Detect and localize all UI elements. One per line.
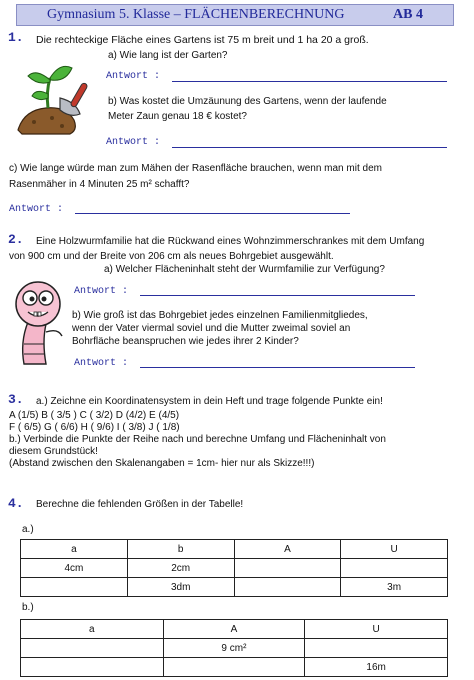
answer-label-1b: Antwort : — [106, 137, 161, 148]
table-a — [20, 539, 448, 597]
table-cell[interactable] — [234, 559, 341, 578]
question-2a: a) Welcher Flächeninhalt steht der Wurmfamilie zur Verfügung? — [104, 264, 385, 275]
question-2-intro-line2: von 900 cm und der Breite von 206 cm als neues Bohrgebiet ausgewählt. — [9, 251, 334, 262]
question-1b-line1: b) Was kostet die Umzäunung des Gartens, wenn der laufende — [108, 96, 387, 107]
table-a-label: a.) — [22, 524, 34, 535]
table-cell[interactable]: 3m — [341, 578, 448, 597]
question-3-number: 3. — [8, 392, 24, 407]
worksheet-header — [16, 4, 454, 26]
answer-line-1b[interactable] — [172, 147, 447, 148]
question-2b-line2: wenn der Vater viermal soviel und die Mutter zweimal soviel an — [72, 323, 351, 334]
table-cell[interactable] — [163, 658, 305, 677]
question-1-intro: Die rechteckige Fläche eines Gartens ist 75 m breit und 1 ha 20 a groß. — [36, 34, 369, 46]
table-row — [21, 578, 448, 597]
answer-label-1a: Antwort : — [106, 71, 161, 82]
table-row — [21, 658, 448, 677]
answer-line-1a[interactable] — [172, 81, 447, 82]
table-cell[interactable]: 3dm — [127, 578, 234, 597]
answer-label-2a: Antwort : — [74, 286, 129, 297]
table-b-label: b.) — [22, 602, 34, 613]
table-a-header-row — [21, 540, 448, 559]
question-3-line1: a.) Zeichne ein Koordinatensystem in dein Heft und trage folgende Punkte ein! — [36, 396, 383, 407]
question-4-number: 4. — [8, 496, 24, 511]
table-cell[interactable] — [21, 658, 164, 677]
table-b-header-a: a — [21, 620, 164, 639]
answer-label-1c: Antwort : — [9, 204, 64, 215]
table-cell[interactable]: 9 cm² — [163, 639, 305, 658]
table-cell[interactable] — [341, 559, 448, 578]
answer-line-2b[interactable] — [140, 367, 415, 368]
question-2-intro-line1: Eine Holzwurmfamilie hat die Rückwand eines Wohnzimmerschrankes mit dem Umfang — [36, 236, 425, 247]
sheet-number: AB 4 — [393, 7, 423, 22]
woodworm-illustration — [6, 272, 70, 372]
table-b — [20, 619, 448, 677]
question-4-intro: Berechne die fehlenden Größen in der Tabelle! — [36, 499, 244, 510]
question-3-line5: diesem Grundstück! — [9, 446, 98, 457]
question-3-line6: (Abstand zwischen den Skalenangaben = 1cm- hier nur als Skizze!!!) — [9, 458, 315, 469]
question-3-points-a-e: A (1/5) B ( 3/5 ) C ( 3/2) D (4/2) E (4/5) — [9, 410, 180, 421]
table-cell[interactable]: 4cm — [21, 559, 128, 578]
question-1-number: 1. — [8, 30, 24, 45]
table-cell[interactable] — [234, 578, 341, 597]
question-3-line4: b.) Verbinde die Punkte der Reihe nach und berechne Umfang und Flächeninhalt von — [9, 434, 386, 445]
table-cell[interactable]: 16m — [305, 658, 448, 677]
question-1a: a) Wie lang ist der Garten? — [108, 50, 228, 61]
question-2-number: 2. — [8, 232, 24, 247]
table-a-header-b: b — [127, 540, 234, 559]
answer-line-2a[interactable] — [140, 295, 415, 296]
question-1c-line1: c) Wie lange würde man zum Mähen der Rasenfläche brauchen, wenn man mit dem — [9, 163, 382, 174]
table-a-header-a: a — [21, 540, 128, 559]
table-cell[interactable]: 2cm — [127, 559, 234, 578]
table-a-header-perimeter: U — [341, 540, 448, 559]
answer-line-1c[interactable] — [75, 213, 350, 214]
question-1b-line2: Meter Zaun genau 18 € kostet? — [108, 111, 247, 122]
question-2b-line3: Bohrfläche beanspruchen wie jedes ihrer 2 Kinder? — [72, 336, 299, 347]
plant-trowel-illustration — [14, 58, 98, 138]
answer-label-2b: Antwort : — [74, 358, 129, 369]
table-b-header-row — [21, 620, 448, 639]
table-cell[interactable] — [21, 639, 164, 658]
question-1c-line2: Rasenmäher in 4 Minuten 25 m² schafft? — [9, 179, 190, 190]
question-2b-line1: b) Wie groß ist das Bohrgebiet jedes einzelnen Familienmitgliedes, — [72, 310, 368, 321]
worksheet-title: Gymnasium 5. Klasse – FLÄCHENBERECHNUNG — [47, 7, 345, 22]
table-row — [21, 559, 448, 578]
table-a-header-area: A — [234, 540, 341, 559]
table-b-header-area: A — [163, 620, 305, 639]
table-cell[interactable] — [21, 578, 128, 597]
table-row — [21, 639, 448, 658]
question-3-points-f-j: F ( 6/5) G ( 6/6) H ( 9/6) I ( 3/8) J ( 1/8) — [9, 422, 180, 433]
table-cell[interactable] — [305, 639, 448, 658]
table-b-header-perimeter: U — [305, 620, 448, 639]
